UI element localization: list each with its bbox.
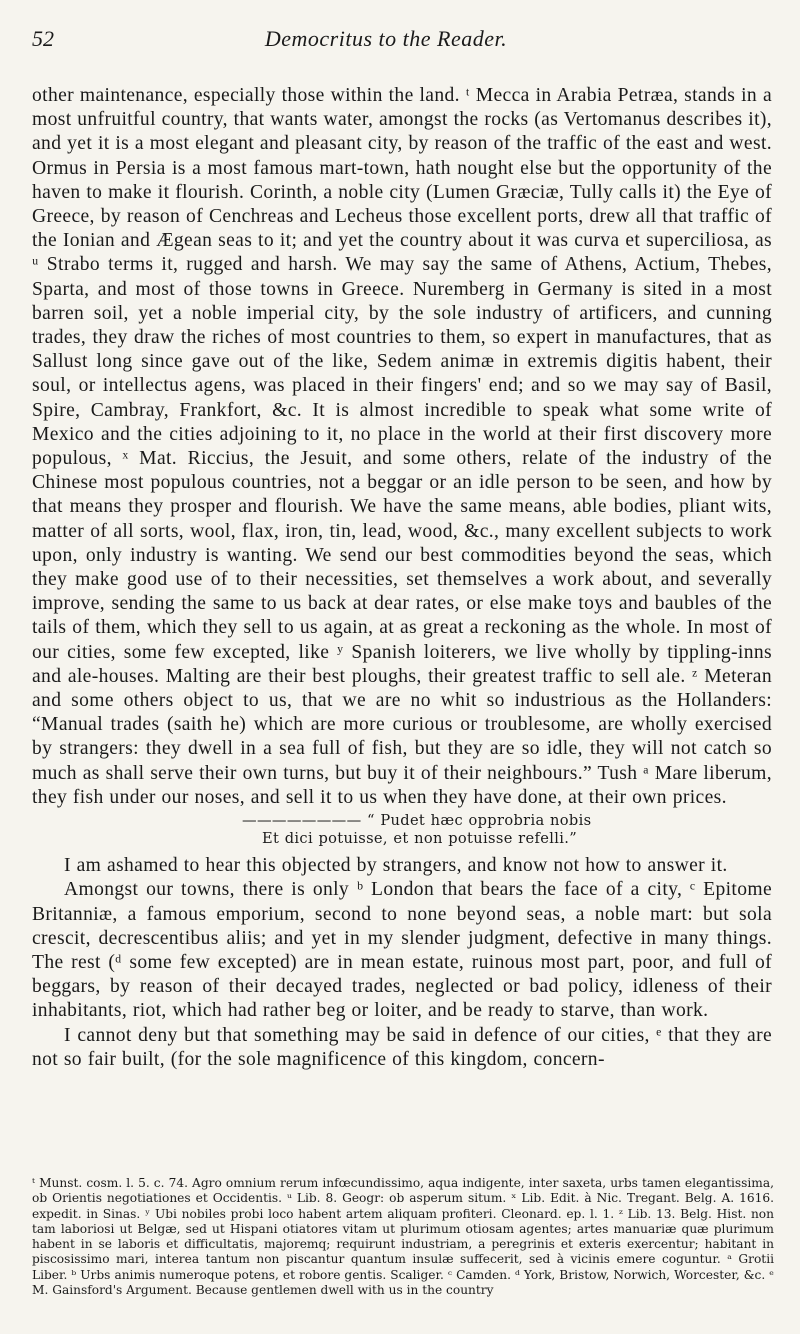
footnotes bbox=[32, 1176, 774, 1298]
paragraph-4: I cannot deny but that something may be said in defence of our cities, ᵉ that they are not so fair built, (for the sole magnificence of this kingdom, concern- bbox=[32, 1024, 772, 1070]
latin-quotation bbox=[32, 812, 772, 848]
paragraph-3: Amongst our towns, there is only ᵇ London that bears the face of a city, ᶜ Epitome Britanniæ, a famous emporium, second to none beyond seas, a noble mart: but sola crescit, decrescentibus aliis; and yet in my slender judgment, defective in many things. The rest (ᵈ some few excepted) are in mean estate, ruinous most part, poor, and full of beggars, by reason of their decayed trades, neglected or bad policy, idleness of their inhabitants, riot, which had rather beg or loiter, and be ready to starve, than work. bbox=[32, 879, 772, 1022]
running-title: Democritus to the Reader. bbox=[264, 26, 508, 51]
quote-line-1: ———————— “ Pudet hæc opprobria nobis bbox=[242, 812, 592, 830]
paragraph-2: I am ashamed to hear this objected by strangers, and know not how to answer it. bbox=[64, 855, 728, 877]
page-number: 52 bbox=[32, 26, 54, 51]
footnote-text: ᵗ Munst. cosm. l. 5. c. 74. Agro omnium rerum infœcundissimo, aqua indigente, inter saxeta, urbs tamen elegantissima, ob Orientis negotiationes et Occidentis. ᵘ Lib. 8. Geogr: ob asperum situm. ˣ Lib. Edit. à Nic. Tregant. Belg. A. 1616. expedit. in Sinas. ʸ Ubi nobiles probi loco habent artem aliquam profiteri. Cleonard. ep. l. 1. ᶻ Lib. 13. Belg. Hist. non tam laboriosi ut Belgæ, sed ut Hispani otiatores vitam ut plurimum otiosam agentes; artes manuariæ quæ plurimum habent in se laboris et difficultatis, majoremq; requirunt industriam, a peregrinis et exteris exercentur; habitant in piscosissimo mari, interea tantum non piscantur quantum insulæ suffecerit, sed à vicinis emere coguntur. ᵃ Grotii Liber. ᵇ Urbs animis numeroque potens, et robore gentis. Scaliger. ᶜ Camden. ᵈ York, Bristow, Norwich, Worcester, &c. ᵉ M. Gainsford's Argument. Because gentlemen dwell with us in the country bbox=[32, 1176, 774, 1298]
main-text bbox=[32, 84, 772, 1072]
page-header bbox=[32, 20, 740, 56]
paragraph-1: other maintenance, especially those within the land. ᵗ Mecca in Arabia Petræa, stands in a most unfruitful country, that wants water, amongst the rocks (as Vertomanus describes it), and yet it is a most elegant and pleasant city, by reason of the traffic of the east and west. Ormus in Persia is a most famous mart-town, hath nought else but the opportunity of the haven to make it flourish. Corinth, a noble city (Lumen Græciæ, Tully calls it) the Eye of Greece, by reason of Cenchreas and Lecheus those excellent ports, drew all that traffic of the Ionian and Ægean seas to it; and yet the country about it was curva et superciliosa, as ᵘ Strabo terms it, rugged and harsh. We may say the same of Athens, Actium, Thebes, Sparta, and most of those towns in Greece. Nuremberg in Germany is sited in a most barren soil, yet a noble imperial city, by the sole industry of artificers, and cunning trades, they draw the riches of most countries to them, so expert in manufactures, that as Sallust long since gave out of the like, Sedem animæ in extremis digitis habent, their soul, or intellectus agens, was placed in their fingers' end; and so we may say of Basil, Spire, Cambray, Frankfort, &c. It is almost incredible to speak what some write of Mexico and the cities adjoining to it, no place in the world at their first discovery more populous, ˣ Mat. Riccius, the Jesuit, and some others, relate of the industry of the Chinese most populous countries, not a beggar or an idle person to be seen, and how by that means they prosper and flourish. We have the same means, able bodies, pliant wits, matter of all sorts, wool, flax, iron, tin, lead, wood, &c., many excellent subjects to work upon, only industry is wanting. We send our best commodities beyond the seas, which they make good use of to their necessities, set themselves a work about, and severally improve, sending the same to us back at dear rates, or else make toys and baubles of the tails of them, which they sell to us again, at as great a reckoning as the whole. In most of our cities, some few excepted, like ʸ Spanish loiterers, we live wholly by tippling-inns and ale-houses. Malting are their best ploughs, their greatest traffic to sell ale. ᶻ Meteran and some others object to us, that we are no whit so industrious as the Hollanders: “Manual trades (saith he) which are more curious or troublesome, are wholly exercised by strangers: they dwell in a sea full of fish, but they are so idle, they will not catch so much as shall serve their own turns, but buy it of their neighbours.” Tush ᵃ Mare liberum, they fish under our noses, and sell it to us when they have done, at their own prices. bbox=[32, 85, 772, 808]
quote-line-2: Et dici potuisse, et non potuisse refelli.” bbox=[262, 830, 578, 848]
